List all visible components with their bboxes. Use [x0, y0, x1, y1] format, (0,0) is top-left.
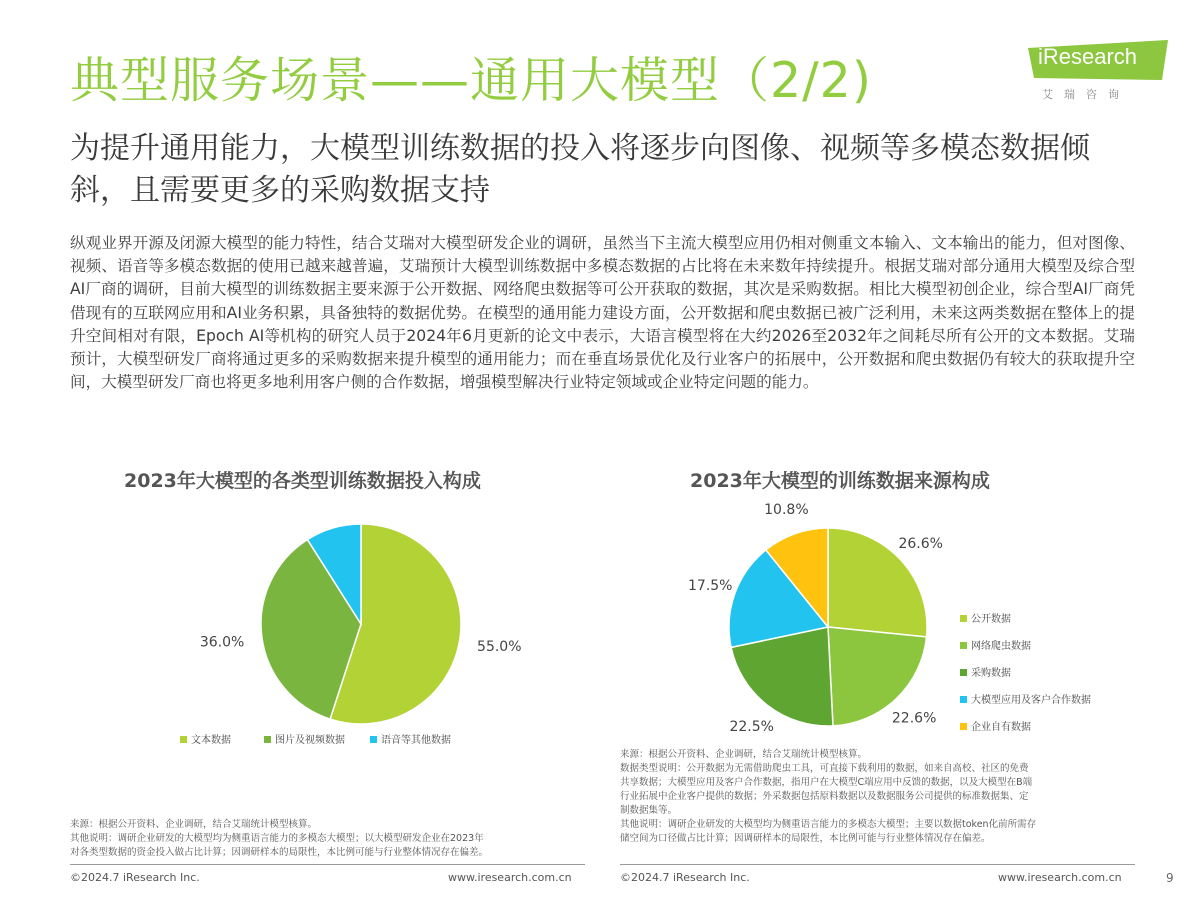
chart-2-legend-swatch-1	[960, 642, 967, 649]
note-line: 数据类型说明：公开数据为无需借助爬虫工具，可直接下载利用的数据，如来自高校、社区的免费	[620, 763, 1029, 774]
note-line: 制数据集等。	[620, 805, 678, 816]
chart-2-legend-swatch-4	[960, 723, 967, 730]
note-line: 其他说明：调研企业研发的大模型均为侧重语言能力的多模态大模型；主要以数据token化前所需存	[620, 819, 1037, 830]
chart-2-data-label-4: 10.8%	[764, 502, 809, 519]
chart-2-data-label-2: 22.5%	[729, 719, 774, 736]
chart-1-pie	[100, 500, 580, 760]
logo-sub: 艾瑞咨询	[1042, 88, 1130, 101]
footer-copyright-left: ©2024.7 iResearch Inc.	[70, 871, 200, 884]
chart-2-legend-label-4: 企业自有数据	[971, 722, 1031, 733]
footer-copyright-right: ©2024.7 iResearch Inc.	[620, 871, 750, 884]
chart-1-title: 2023年大模型的各类型训练数据投入构成	[124, 470, 481, 492]
chart-1-data-label-0: 55.0%	[477, 638, 522, 655]
chart-2-legend-label-2: 采购数据	[971, 668, 1011, 679]
chart-2-data-label-1: 22.6%	[891, 710, 937, 727]
body-paragraph: 纵观业界开源及闭源大模型的能力特性，结合艾瑞对大模型研发企业的调研，虽然当下主流大模型应用仍相对侧重文本输入、文本输出的能力，但对图像、视频、语音等多模态数据的使用已越来越普遍，艾瑞预计大模型训练数据中多模态数据的占比将在未来数年持续提升。根据艾瑞对部分通用大模型及综合型AI厂商的调研，目前大模型的训练数据主要来源于公开数据、网络爬虫数据等可公开获取的数据，其次是采购数据。相比大模型初创企业，综合型AI厂商凭借现有的互联网应用和AI业务积累，具备独特的数据优势。在模型的通用能力建设方面，公开数据和爬虫数据已被广泛利用，未来这两类数据在整体上的提升空间相对有限，Epoch AI等机构的研究人员于2024年6月更新的论文中表示，大语言模型将在大约2026至2032年之间耗尽所有公开的文本数据。艾瑞预计，大模型研发厂商将通过更多的采购数据来提升模型的通用能力；而在垂直场景优化及行业客户的拓展中，公开数据和爬虫数据仍有较大的获取提升空间，大模型研发厂商也将更多地利用客户侧的合作数据，增强模型解决行业特定领域或企业特定问题的能力。	[70, 234, 1135, 392]
chart-2-legend-swatch-2	[960, 669, 967, 676]
chart-2-legend-swatch-0	[960, 615, 967, 622]
note-line: 来源：根据公开资料、企业调研，结合艾瑞统计模型核算。	[70, 819, 318, 830]
page-number: 9	[1166, 871, 1174, 885]
note-line: 对各类型数据的资金投入做占比计算；因调研样本的局限性，本比例可能与行业整体情况存在偏差。	[70, 847, 489, 858]
note-line: 共享数据；大模型应用及客户合作数据，指用户在大模型C端应用中反馈的数据，以及大模型在B端	[620, 777, 1033, 788]
footer-rule-left	[70, 864, 585, 865]
footer-rule-right	[620, 864, 1135, 865]
chart-1-legend-label-1: 图片及视频数据	[275, 735, 345, 746]
notes-left	[70, 818, 590, 860]
iresearch-logo	[1028, 40, 1168, 104]
chart-2-legend-label-1: 网络爬虫数据	[971, 641, 1031, 652]
note-line: 行业拓展中企业客户提供的数据；外采数据包括原料数据以及数据服务公司提供的标准数据集、定	[620, 791, 1029, 802]
chart-2-data-label-3: 17.5%	[688, 578, 733, 595]
page-subtitle: 为提升通用能力，大模型训练数据的投入将逐步向图像、视频等多模态数据倾斜，且需要更多的采购数据支持	[70, 131, 1090, 208]
chart-1-legend-label-2: 语音等其他数据	[381, 735, 451, 746]
chart-1-legend-swatch-1	[264, 736, 271, 743]
chart-2-data-label-0: 26.6%	[898, 536, 943, 553]
chart-2-legend-label-0: 公开数据	[971, 614, 1011, 625]
note-line: 来源：根据公开资料、企业调研，结合艾瑞统计模型核算。	[620, 749, 868, 760]
chart-1-data-label-1: 36.0%	[199, 634, 245, 651]
logo-brand: iResearch	[1038, 44, 1138, 69]
note-line: 其他说明：调研企业研发的大模型均为侧重语言能力的多模态大模型；以大模型研发企业在2023年	[70, 833, 484, 844]
footer-url-right[interactable]: www.iresearch.com.cn	[998, 871, 1122, 884]
footer-url-left[interactable]: www.iresearch.com.cn	[448, 871, 572, 884]
chart-1-legend-label-0: 文本数据	[191, 735, 231, 746]
page-title: 典型服务场景——通用大模型（2/2)	[70, 52, 872, 109]
chart-1-legend-swatch-0	[180, 736, 187, 743]
chart-2-legend-swatch-3	[960, 696, 967, 703]
note-line: 储空间为口径做占比计算；因调研样本的局限性，本比例可能与行业整体情况存在偏差。	[620, 833, 991, 844]
chart-2-title: 2023年大模型的训练数据来源构成	[690, 470, 990, 492]
chart-1-legend-swatch-2	[370, 736, 377, 743]
chart-2-legend-label-3: 大模型应用及客户合作数据	[971, 695, 1091, 706]
notes-right	[620, 748, 1140, 846]
chart-2-pie	[660, 500, 1140, 745]
